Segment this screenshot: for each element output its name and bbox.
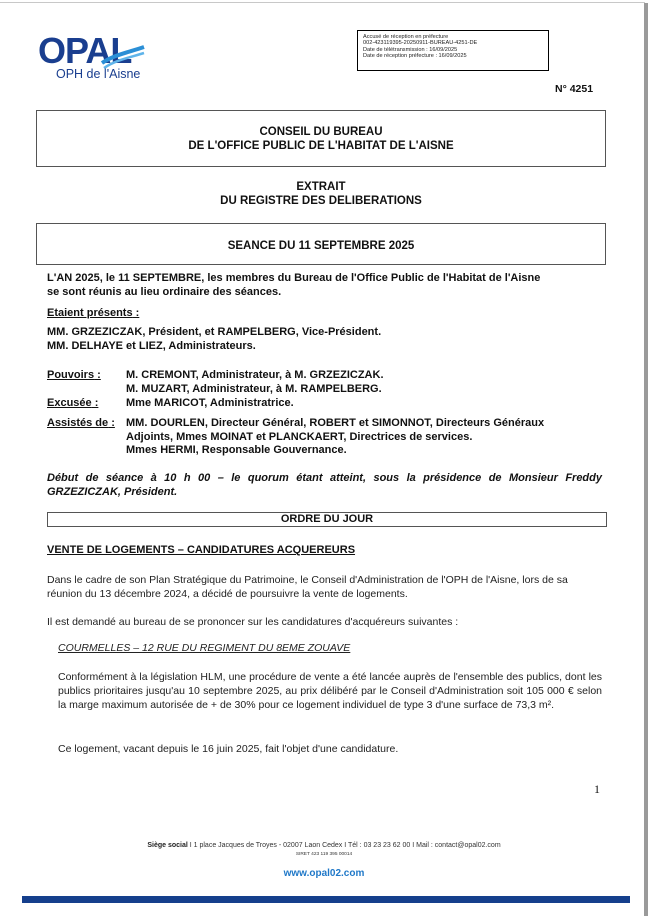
presents-label-text: Etaient présents	[47, 307, 133, 319]
stamp-transmission-date: Date de télétransmission : 16/09/2025	[363, 46, 458, 53]
presents-list	[47, 326, 381, 353]
extrait-heading	[36, 180, 606, 208]
pouvoirs-line2: M. MUZART, Administrateur, à M. RAMPELBERG.	[126, 382, 382, 395]
logo-swoosh-icon	[100, 41, 146, 69]
assistes-label	[47, 417, 115, 431]
presents-label	[47, 307, 139, 321]
seance-date: SEANCE DU 11 SEPTEMBRE 2025	[227, 240, 415, 252]
intro-line1: L'AN 2025, le 11 SEPTEMBRE, les membres du Bureau de l'Office Public de l'Habitat de l'Aisne	[47, 272, 541, 284]
conseil-title-line2: DE L'OFFICE PUBLIC DE L'HABITAT DE L'AISNE	[188, 140, 454, 152]
stamp-title: Accusé de réception en préfecture	[363, 34, 449, 40]
paragraph-demande: Il est demandé au bureau de se prononcer sur les candidatures d'acquéreurs suivantes :	[47, 616, 459, 628]
seance-date-box	[36, 223, 606, 265]
stamp-reception-date: Date de réception préfecture : 16/09/2025	[363, 52, 467, 59]
prefecture-reception-stamp	[357, 30, 549, 71]
opal-logo	[38, 30, 158, 81]
assistes-label-text: Assistés de	[47, 417, 109, 429]
extrait-line1: EXTRAIT	[296, 181, 346, 193]
page-right-edge	[644, 3, 648, 916]
assistes-sep: :	[108, 417, 115, 429]
conseil-title-line1: CONSEIL DU BUREAU	[259, 126, 383, 138]
section-title: VENTE DE LOGEMENTS – CANDIDATURES ACQUEREURS	[47, 544, 356, 556]
paragraph-plan-strategique: Dans le cadre de son Plan Stratégique du Patrimoine, le Conseil d'Administration de l'OPH de l'Aisne, lors de sa réunion du 13 décembre 2024, a décidé de poursuivre la vente de logements.	[47, 574, 568, 600]
footer-siege-label: Siège social	[147, 842, 188, 849]
assistes-line3: Mmes HERMI, Responsable Gouvernance.	[126, 444, 347, 456]
pouvoirs-line1: M. CREMONT, Administrateur, à M. GRZEZICZAK.	[126, 369, 384, 381]
property-address-heading: COURMELLES – 12 RUE DU REGIMENT DU 8EME ZOUAVE	[58, 642, 351, 654]
paragraph-candidature: Ce logement, vacant depuis le 16 juin 2025, fait l'objet d'une candidature.	[58, 743, 399, 755]
presents-colon: :	[132, 307, 140, 319]
footer-website-link[interactable]: www.opal02.com	[283, 868, 365, 879]
pouvoirs-values	[126, 369, 384, 396]
logo-subtitle: OPH de l'Aisne	[56, 67, 141, 81]
page-top-border	[0, 2, 645, 3]
footer-address-text: I 1 place Jacques de Troyes - 02007 Laon Cedex I Tél : 03 23 23 62 00 I Mail : contact@opal02.com	[187, 842, 501, 849]
assistes-line2: Adjoints, Mmes MOINAT et PLANCKAERT, Directrices de services.	[126, 430, 473, 443]
paragraph-procedure-vente: Conformément à la législation HLM, une procédure de vente a été lancée auprès de l'ensemble des publics, dont les publics prioritaires jusqu'au 10 septembre 2025, au prix délibéré par le Conseil d'Administration soit 105 000 € selon la marge maximum autorisée de + de 30% pour ce logement individuel de type 3 d'une surface de 73,3 m².	[58, 671, 602, 711]
pouvoirs-sep: :	[94, 369, 101, 381]
debut-seance: Début de séance à 10 h 00 – le quorum étant atteint, sous la présidence de Monsieur Freddy GRZEZICZAK, Président.	[47, 472, 602, 498]
logo-wordmark: OPAL	[38, 30, 132, 71]
ordre-du-jour-title: ORDRE DU JOUR	[280, 513, 374, 525]
assistes-line1: MM. DOURLEN, Directeur Général, ROBERT et SIMONNOT, Directeurs Généraux	[126, 417, 545, 429]
page-number: 1	[594, 782, 600, 796]
excusee-sep: :	[91, 397, 99, 409]
footer-address	[0, 842, 648, 849]
footer-blue-band	[22, 896, 630, 903]
footer-siret: SIRET 423 119 395 00014	[295, 852, 353, 857]
stamp-reference: 002-423119395-20250911-BUREAU-4251-DE	[363, 40, 478, 47]
presents-line1: MM. GRZEZICZAK, Président, et RAMPELBERG, Vice-Président.	[47, 326, 382, 338]
conseil-title-box	[36, 110, 606, 167]
pouvoirs-label-text: Pouvoirs	[47, 369, 95, 381]
excusee-label	[47, 397, 98, 411]
assistes-values	[126, 417, 544, 458]
intro-line2: se sont réunis au lieu ordinaire des séances.	[47, 285, 282, 298]
excusee-label-text: Excusée	[47, 397, 92, 409]
pouvoirs-label	[47, 369, 101, 383]
ordre-du-jour-box	[47, 512, 607, 527]
excusee-value: Mme MARICOT, Administratrice.	[126, 397, 294, 409]
meeting-intro	[47, 272, 607, 299]
presents-line2: MM. DELHAYE et LIEZ, Administrateurs.	[47, 339, 256, 352]
document-number: N° 4251	[555, 83, 594, 95]
extrait-line2: DU REGISTRE DES DELIBERATIONS	[220, 195, 422, 207]
